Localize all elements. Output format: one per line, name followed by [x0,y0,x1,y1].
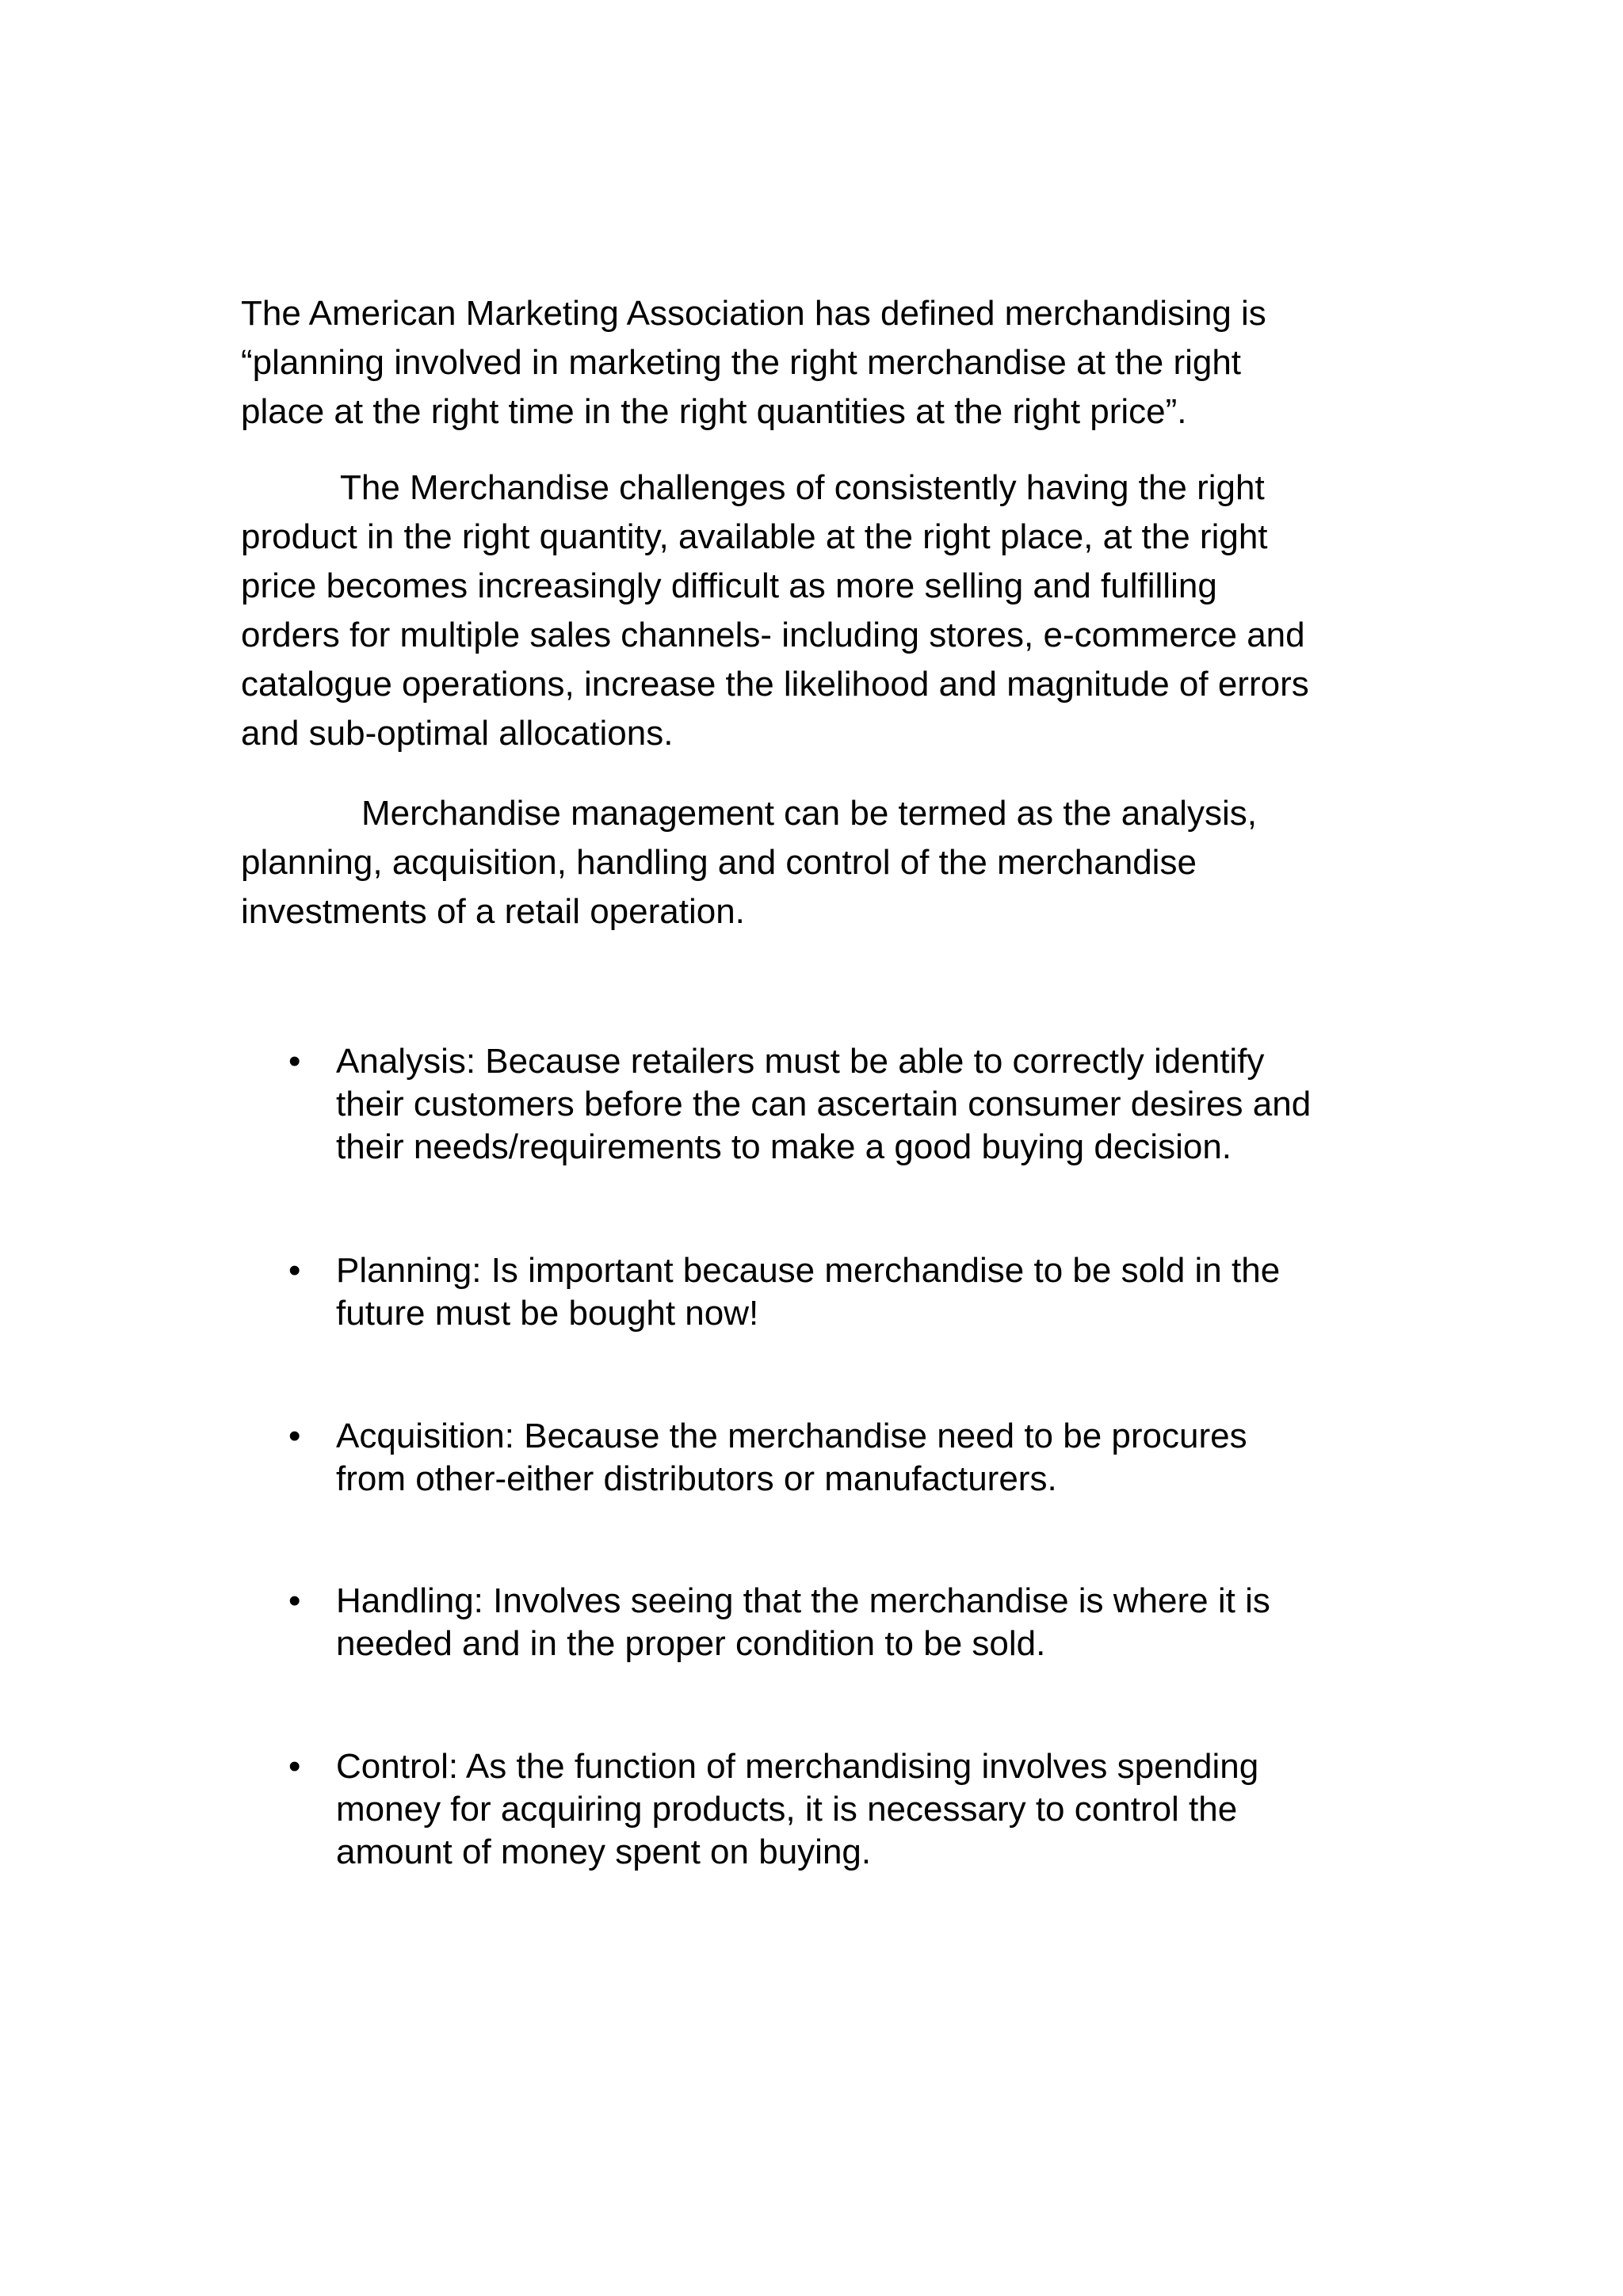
paragraph-line: The American Marketing Association has defined merchandising is [241,294,1266,333]
paragraph-line: catalogue operations, increase the likelihood and magnitude of errors [241,665,1309,704]
bullet-text [336,1249,1398,1335]
bullet-icon: • [288,1251,301,1290]
bullet-line: money for acquiring products, it is necessary to control the [336,1790,1238,1829]
paragraph-line: and sub-optimal allocations. [241,714,674,753]
bullet-icon: • [288,1747,301,1786]
bullet-icon: • [288,1417,301,1455]
bullet-icon: • [288,1042,301,1081]
bullet-line: their customers before the can ascertain consumer desires and [336,1085,1312,1123]
paragraph-line: investments of a retail operation. [241,892,745,931]
paragraph-line: product in the right quantity, available at the right place, at the right [241,517,1268,556]
bullet-text [336,1040,1398,1169]
bullet-line: needed and in the proper condition to be sold. [336,1624,1046,1663]
bullet-text [336,1745,1398,1874]
paragraph-line: planning, acquisition, handling and control of the merchandise [241,843,1197,882]
bullet-line: Analysis: Because retailers must be able to correctly identify [336,1042,1265,1081]
bullet-line: Control: As the function of merchandising involves spending [336,1747,1259,1786]
bullet-line: amount of money spent on buying. [336,1833,872,1871]
paragraph-definition [241,289,1398,437]
paragraph-line: The Merchandise challenges of consistently having the right [340,468,1265,507]
bullet-line: Planning: Is important because merchandise to be sold in the [336,1251,1281,1290]
paragraph-line: “planning involved in marketing the right merchandise at the right [241,343,1242,382]
bullet-text [336,1415,1398,1501]
paragraph-line: Merchandise management can be termed as the analysis, [361,794,1257,833]
paragraph-line: orders for multiple sales channels- including stores, e-commerce and [241,616,1305,654]
paragraph-management [241,789,1398,936]
paragraph-line: price becomes increasingly difficult as more selling and fulfilling [241,566,1217,605]
bullet-line: Acquisition: Because the merchandise need to be procures [336,1417,1247,1455]
bullet-line: future must be bought now! [336,1294,759,1333]
bullet-line: from other-either distributors or manufacturers. [336,1459,1057,1498]
bullet-text [336,1580,1398,1665]
bullet-line: Handling: Involves seeing that the merchandise is where it is [336,1581,1270,1620]
paragraph-challenges [241,463,1398,758]
bullet-line: their needs/requirements to make a good buying decision. [336,1127,1232,1166]
paragraph-line: place at the right time in the right quantities at the right price”. [241,392,1187,431]
bullet-icon: • [288,1581,301,1620]
